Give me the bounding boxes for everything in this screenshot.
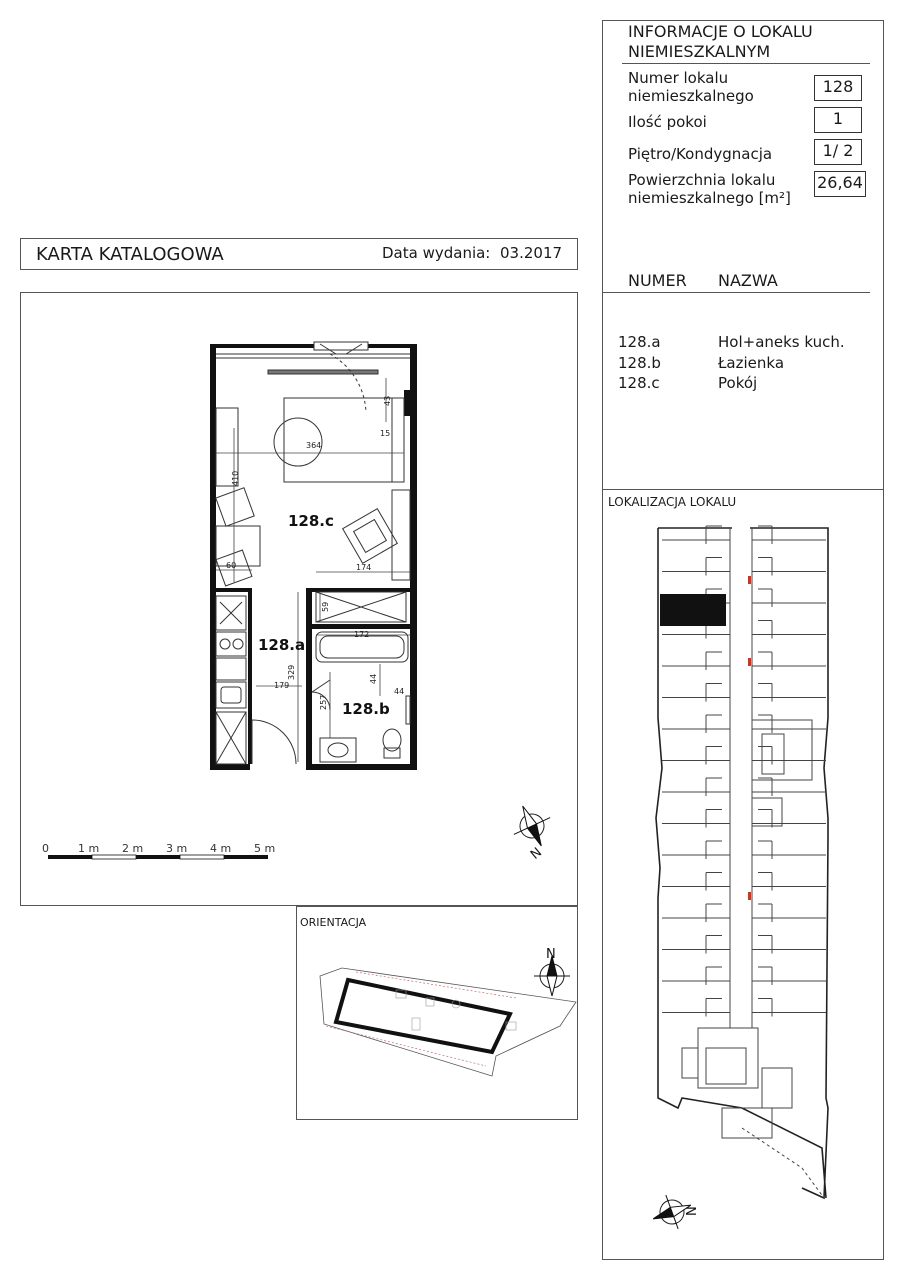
orientation-title: ORIENTACJA: [300, 916, 367, 929]
value-room-count: 1: [814, 107, 862, 133]
room-a-name: Hol+aneks kuch.: [718, 333, 845, 351]
document-title: KARTA KATALOGOWA: [36, 244, 224, 265]
dim-15: 15: [380, 429, 391, 438]
scale-label-1: 1 m: [78, 842, 100, 855]
floor-plan: [20, 292, 578, 906]
date-value: 03.2017: [500, 244, 563, 262]
scale-bar: [48, 855, 268, 859]
dim-364: 364: [306, 441, 322, 450]
dim-44a: 44: [369, 673, 378, 684]
compass-north: N: [527, 845, 546, 863]
row-area-label-2: niemieszkalnego [m²]: [628, 189, 791, 207]
orientation-map: [296, 906, 578, 1120]
dim-59: 59: [321, 601, 330, 612]
value-unit-number: 128: [814, 75, 862, 101]
row-number-label-2: niemieszkalnego: [628, 87, 754, 105]
room-label-b: 128.b: [342, 700, 390, 718]
highlighted-unit: [660, 594, 726, 626]
date-label: Data wydania:: [382, 244, 491, 262]
dim-410: 410: [231, 470, 240, 486]
room-c-name: Pokój: [718, 374, 758, 392]
info-title-line1: INFORMACJE O LOKALU: [628, 22, 813, 41]
orientation-north: N: [546, 947, 556, 962]
orientation-compass-icon: [534, 956, 570, 996]
room-label-a: 128.a: [258, 636, 306, 654]
red-marks: [748, 576, 751, 900]
col-name-header: NAZWA: [718, 271, 778, 290]
scale-label-4: 4 m: [210, 842, 232, 855]
location-north: N: [685, 1206, 700, 1216]
building-outline: [656, 528, 828, 1198]
location-map: [602, 508, 884, 1260]
row-floor-label: Piętro/Kondygnacja: [628, 145, 773, 163]
room-b-name: Łazienka: [718, 354, 785, 372]
dim-329: 329: [287, 664, 296, 680]
dim-172: 172: [354, 630, 370, 639]
dim-257: 257: [319, 694, 328, 710]
location-divider: [602, 489, 884, 490]
scale-label-5: 5 m: [254, 842, 276, 855]
scale-label-2: 2 m: [122, 842, 144, 855]
row-number-label-1: Numer lokalu: [628, 69, 729, 87]
room-furniture: [216, 354, 410, 586]
scale-label-0: 0: [42, 842, 49, 855]
dim-60: 60: [226, 561, 237, 570]
corridor: [730, 528, 752, 1028]
dim-44b: 44: [394, 687, 405, 696]
dim-174: 174: [356, 563, 372, 572]
location-title: LOKALIZACJA LOKALU: [608, 495, 737, 509]
value-floor: 1/ 2: [814, 139, 862, 165]
dim-43: 43: [383, 395, 392, 406]
compass-icon: [505, 798, 560, 855]
room-label-c: 128.c: [288, 512, 334, 530]
value-area: 26,64: [814, 171, 866, 197]
dim-179: 179: [274, 681, 290, 690]
kitchen-equipment: [216, 596, 246, 764]
room-b-number: 128.b: [618, 354, 661, 372]
entrance-door: [252, 720, 296, 764]
room-table-underline: [602, 292, 870, 293]
col-number-header: NUMER: [628, 271, 687, 290]
room-c-number: 128.c: [618, 374, 660, 392]
info-title-line2: NIEMIESZKALNYM: [628, 42, 771, 61]
row-area-label-1: Powierzchnia lokalu: [628, 171, 776, 189]
row-rooms-label: Ilość pokoi: [628, 113, 707, 131]
room-a-number: 128.a: [618, 333, 661, 351]
scale-label-3: 3 m: [166, 842, 188, 855]
info-title-underline: [622, 63, 870, 64]
